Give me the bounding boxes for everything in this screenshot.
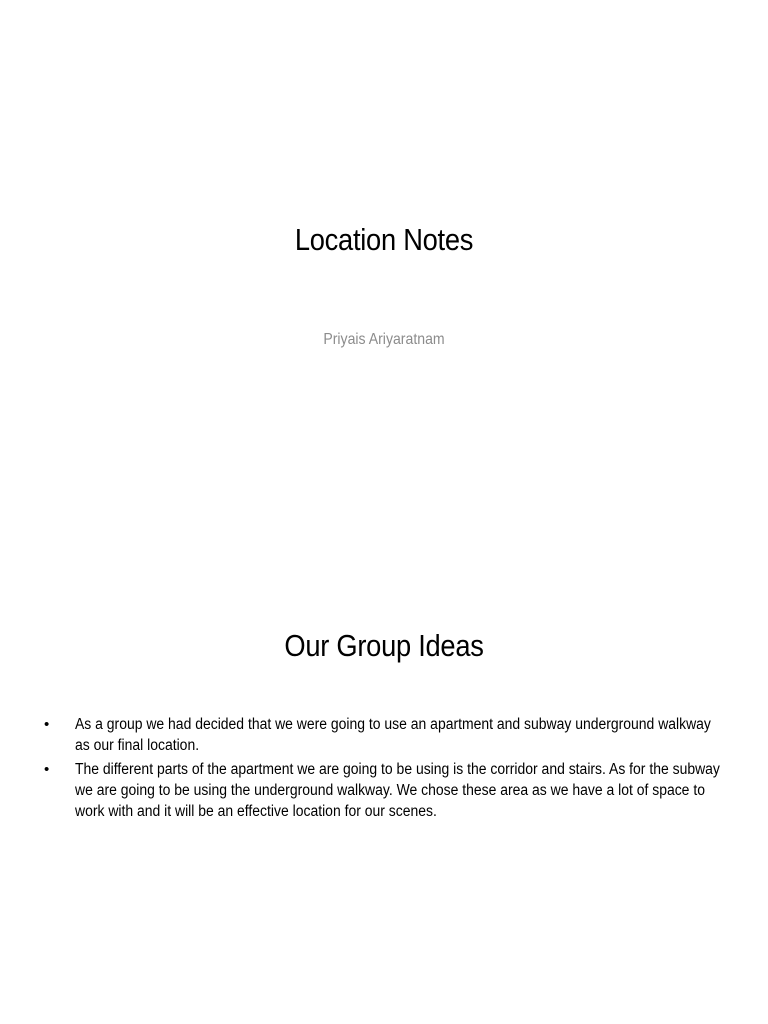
list-item [44,714,724,756]
author-subtitle: Priyais Ariyaratnam [323,331,445,348]
bullet-icon: • [44,761,50,778]
bullet-icon: • [44,716,50,733]
bullet-text: As a group we had decided that we were going to use an apartment and subway underground walkway as our final location. [75,716,711,754]
bullet-list [44,714,724,825]
content-slide [0,576,768,1024]
slide-title: Location Notes [294,222,474,257]
list-item [44,759,724,822]
bullet-text: The different parts of the apartment we are going to be using is the corridor and stairs. As for the subway we are going to be using the underground walkway. We chose these area as we have a lot of space to work with and it will be an effective location for our scenes. [75,761,720,820]
slide-heading: Our Group Ideas [284,628,484,663]
